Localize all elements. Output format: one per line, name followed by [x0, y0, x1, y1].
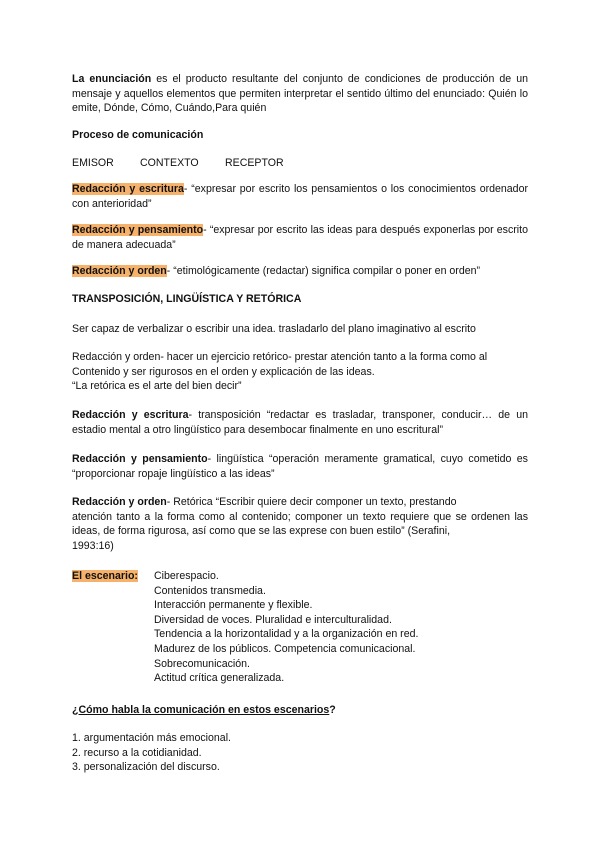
enunciacion-text: es el producto resultante del conjunto de condiciones de producción de un mensaje y aquellos elementos que permiten interpretar el sentido último del enunciado: Quién lo emite, Dónde, Cómo, Cuándo,Para quién: [72, 73, 528, 115]
pregunta-text: Cómo habla la comunicación en estos escenarios: [78, 704, 330, 716]
transposicion-orden-line-3: “La retórica es el arte del bien decir”: [72, 380, 242, 393]
escenario-item: Actitud crítica generalizada.: [154, 672, 285, 685]
detalle-pensamiento-text: - lingüística “operación meramente gramatical, cuyo cometido es “proporcionar ropaje lingüístico a las ideas”: [72, 453, 528, 480]
escenario-item: Madurez de los públicos. Competencia comunicacional.: [154, 642, 416, 655]
detalle-escritura: [72, 408, 528, 437]
escenario-item: Interacción permanente y flexible.: [154, 599, 313, 612]
escenario-list: [154, 569, 418, 686]
respuesta-item: 2. recurso a la cotidianidad.: [72, 746, 202, 759]
definicion-orden-term: Redacción y orden: [72, 265, 167, 277]
detalle-escritura-term: Redacción y escritura: [72, 409, 189, 421]
respuestas-list: [72, 731, 528, 775]
escenario-item: Contenidos transmedia.: [154, 584, 266, 597]
definicion-orden: [72, 264, 528, 279]
proceso-item-emisor: EMISOR: [72, 157, 114, 169]
definicion-escritura-term: Redacción y escritura: [72, 183, 184, 195]
detalle-orden-line-2: atención tanto a la forma como al contenido; componer un texto requiere que se ordenen las ideas, de forma rigurosa, así como que se las exprese con buen estilo” (Serafini,: [72, 510, 528, 538]
escenario-section: [72, 569, 528, 685]
definicion-orden-text: - “etimológicamente (redactar) significa compilar o poner en orden”: [166, 265, 481, 277]
detalle-escritura-text: - transposición “redactar es trasladar, transponer, conducir… de un estadio mental a otro lingüístico para desembocar finalmente en uno escritural”: [72, 409, 528, 436]
enunciacion-term: La enunciación: [72, 73, 152, 85]
detalle-pensamiento: [72, 452, 528, 481]
proceso-item-contexto: CONTEXTO: [140, 157, 199, 169]
detalle-orden-term: Redacción y orden: [72, 496, 167, 508]
proceso-heading: Proceso de comunicación: [72, 129, 204, 141]
respuesta-item: 3. personalización del discurso.: [72, 761, 220, 774]
transposicion-orden: [72, 350, 528, 394]
transposicion-orden-line-2: Contenido y ser rigurosos en el orden y explicación de las ideas.: [72, 365, 375, 378]
escenario-item: Sobrecomunicación.: [154, 657, 250, 670]
definicion-pensamiento-text: - “expresar por escrito las ideas para después exponerlas por escrito de manera adecuada”: [72, 224, 528, 251]
escenario-item: Tendencia a la horizontalidad y a la organización en red.: [154, 628, 419, 641]
escenario-label: El escenario:: [72, 570, 138, 582]
transposicion-heading: TRANSPOSICIÓN, LINGÜÍSTICA Y RETÓRICA: [72, 293, 302, 305]
definicion-escritura-text: - “expresar por escrito los pensamientos o los conocimientos ordenador con anterioridad”: [72, 183, 528, 210]
definicion-pensamiento-term: Redacción y pensamiento: [72, 224, 204, 236]
detalle-orden: [72, 495, 528, 553]
detalle-orden-line-1: - Retórica “Escribir quiere decir componer un texto, prestando: [166, 496, 457, 508]
pregunta-suffix: ?: [329, 704, 336, 716]
pregunta-prefix: ¿: [72, 704, 79, 716]
transposicion-orden-line-1: Redacción y orden- hacer un ejercicio retórico- prestar atención tanto a la forma como al: [72, 351, 488, 363]
proceso-item-receptor: RECEPTOR: [225, 157, 284, 169]
escenario-item: Ciberespacio.: [154, 570, 219, 582]
escenario-item: Diversidad de voces. Pluralidad e interculturalidad.: [154, 613, 392, 626]
respuesta-item: 1. argumentación más emocional.: [72, 732, 231, 744]
detalle-orden-line-3: 1993:16): [72, 539, 114, 552]
enunciacion-paragraph: [72, 72, 528, 116]
pregunta-heading: [72, 703, 528, 718]
definicion-pensamiento: [72, 223, 528, 252]
definicion-escritura: [72, 182, 528, 211]
detalle-pensamiento-term: Redacción y pensamiento: [72, 453, 208, 465]
transposicion-intro: Ser capaz de verbalizar o escribir una idea. trasladarlo del plano imaginativo al escrito: [72, 323, 476, 335]
